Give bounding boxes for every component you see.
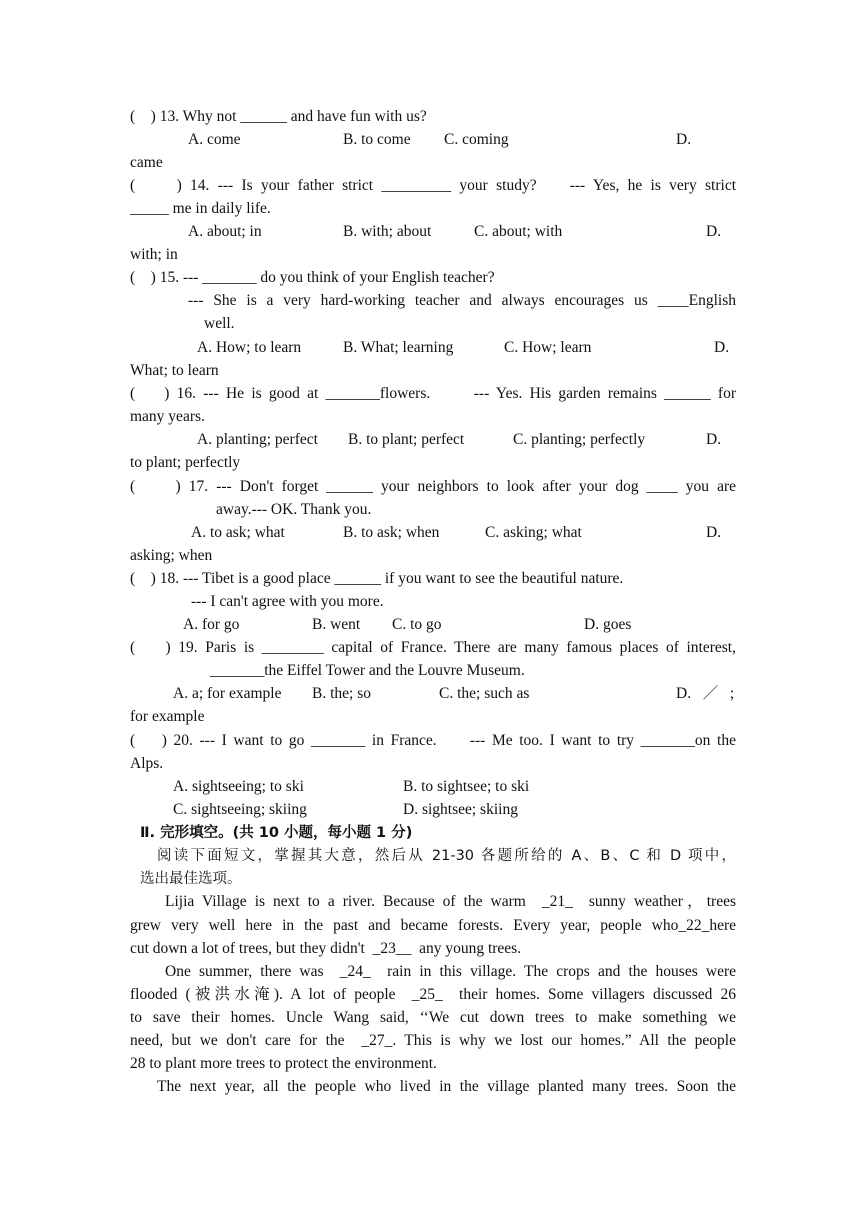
q16-option-a: A. planting; perfect: [197, 431, 318, 448]
q16-option-d-label: D.: [706, 431, 722, 448]
q20-option-a: A. sightseeing; to ski: [173, 778, 304, 795]
question-16: ( ) 16. --- He is good at _______flowers. --- Yes. His garden remains ______ for: [130, 385, 736, 402]
q13-option-d-label: D.: [676, 131, 692, 148]
q15-option-d-text: What; to learn: [130, 362, 219, 379]
q18-option-c: C. to go: [392, 616, 442, 633]
q17-option-c: C. asking; what: [485, 524, 582, 541]
q18-option-d: D. goes: [584, 616, 632, 633]
q19-option-a: A. a; for example: [173, 685, 282, 702]
q17-option-d-label: D.: [706, 524, 722, 541]
question-17-cont: away.--- OK. Thank you.: [216, 501, 372, 518]
section-2-heading: Ⅱ. 完形填空。(共 10 小题，每小题 1 分): [140, 825, 413, 841]
question-16-cont: many years.: [130, 408, 205, 425]
q19-option-d-label: D. ／ ;: [676, 685, 735, 702]
q18-option-a: A. for go: [183, 616, 240, 633]
question-19: ( ) 19. Paris is ________ capital of France. There are many famous places of interest,: [130, 639, 736, 656]
question-15: ( ) 15. --- _______ do you think of your English teacher?: [130, 269, 495, 286]
q14-option-d-label: D.: [706, 223, 722, 240]
q15-option-d-label: D.: [714, 339, 730, 356]
q19-option-c: C. the; such as: [439, 685, 530, 702]
question-20: ( ) 20. --- I want to go _______ in France. --- Me too. I want to try _______on the: [130, 732, 736, 749]
question-18: ( ) 18. --- Tibet is a good place ______ if you want to see the beautiful nature.: [130, 570, 624, 587]
passage-line-1: Lijia Village is next to a river. Because of the warm _21_ sunny weather，trees: [165, 893, 736, 910]
question-15-cont: --- She is a very hard-working teacher and always encourages us ____English: [188, 292, 736, 309]
question-18-cont: --- I can't agree with you more.: [191, 593, 384, 610]
passage-line-4: One summer, there was _24_ rain in this village. The crops and the houses were: [165, 963, 736, 980]
q16-option-b: B. to plant; perfect: [348, 431, 465, 448]
question-20-cont: Alps.: [130, 755, 164, 772]
section-2-instructions-cont: 选出最佳选项。: [140, 871, 242, 887]
question-13: ( ) 13. Why not ______ and have fun with us?: [130, 108, 427, 125]
q17-option-a: A. to ask; what: [191, 524, 285, 541]
question-19-cont: _______the Eiffel Tower and the Louvre Museum.: [210, 662, 525, 679]
question-14: ( ) 14. --- Is your father strict _________ your study? --- Yes, he is very strict: [130, 177, 736, 194]
q13-option-d-text: came: [130, 154, 163, 171]
q15-option-a: A. How; to learn: [197, 339, 302, 356]
q15-option-c: C. How; learn: [504, 339, 592, 356]
passage-line-7: need, but we don't care for the _27_. This is why we lost our homes.” All the people: [130, 1032, 736, 1049]
question-14-cont: _____ me in daily life.: [130, 200, 271, 217]
q18-option-b: B. went: [312, 616, 361, 633]
q14-option-b: B. with; about: [343, 223, 432, 240]
q20-option-d: D. sightsee; skiing: [403, 801, 518, 818]
q14-option-d-text: with; in: [130, 246, 178, 263]
passage-line-8: 28 to plant more trees to protect the environment.: [130, 1055, 437, 1072]
section-2-instructions: 阅读下面短文，掌握其大意，然后从 21-30 各题所给的 A、B、C 和 D 项中，: [157, 848, 736, 864]
q13-option-a: A. come: [188, 131, 241, 148]
passage-line-6: to save their homes. Uncle Wang said, ‘‘We cut down trees to make something we: [130, 1009, 736, 1026]
q19-option-b: B. the; so: [312, 685, 371, 702]
q20-option-b: B. to sightsee; to ski: [403, 778, 530, 795]
passage-line-3: cut down a lot of trees, but they didn't _23__ any young trees.: [130, 940, 522, 957]
q13-option-b: B. to come: [343, 131, 411, 148]
q15-option-b: B. What; learning: [343, 339, 454, 356]
question-15-cont2: well.: [204, 315, 235, 332]
q16-option-d-text: to plant; perfectly: [130, 454, 241, 471]
q17-option-b: B. to ask; when: [343, 524, 440, 541]
q19-option-d-text: for example: [130, 708, 205, 725]
q14-option-c: C. about; with: [474, 223, 563, 240]
q14-option-a: A. about; in: [188, 223, 262, 240]
passage-line-2: grew very well here in the past and became forests. Every year, people who_22_here: [130, 917, 736, 934]
passage-line-5: flooded (被洪水淹). A lot of people _25_ their homes. Some villagers discussed 26: [130, 986, 736, 1003]
q17-option-d-text: asking; when: [130, 547, 213, 564]
passage-line-9: The next year, all the people who lived in the village planted many trees. Soon the: [157, 1078, 736, 1095]
question-17: ( ) 17. --- Don't forget ______ your neighbors to look after your dog ____ you are: [130, 478, 736, 495]
q16-option-c: C. planting; perfectly: [513, 431, 646, 448]
q20-option-c: C. sightseeing; skiing: [173, 801, 307, 818]
q13-option-c: C. coming: [444, 131, 509, 148]
